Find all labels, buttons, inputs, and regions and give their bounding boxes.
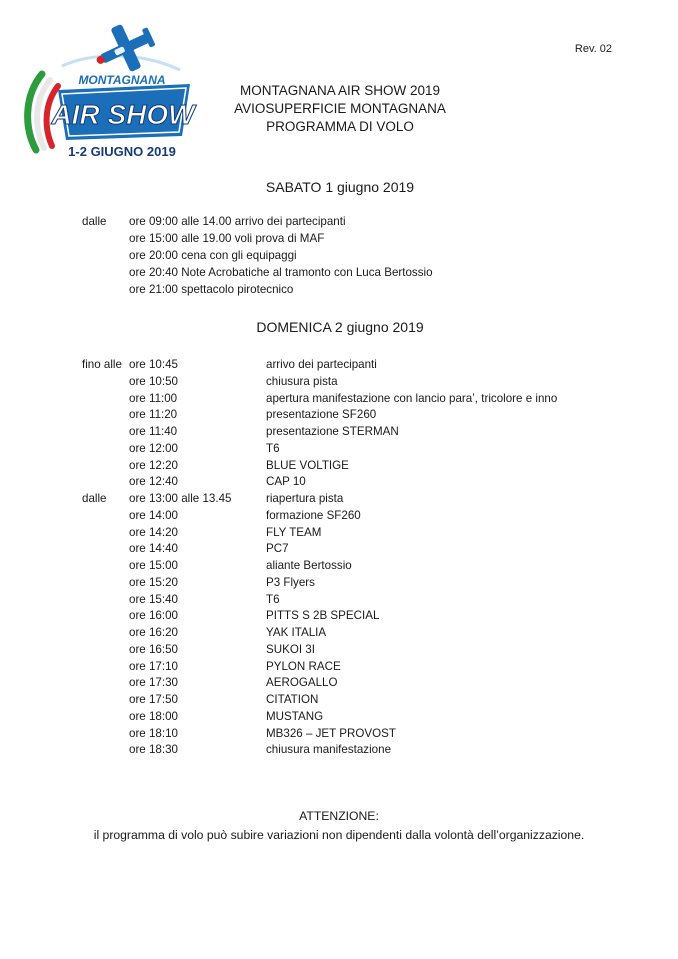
header-line-3: PROGRAMMA DI VOLO: [266, 119, 414, 134]
row-event: SUKOI 3I: [266, 642, 315, 656]
row-event: PYLON RACE: [266, 659, 341, 673]
row-time: ore 14:20: [129, 525, 178, 539]
row-prefix: dalle: [82, 492, 107, 505]
row-time: ore 11:40: [129, 425, 178, 438]
row-event: apertura manifestazione con lancio para’, tricolore e inno: [266, 391, 558, 405]
row-time: ore 14:40: [129, 542, 178, 556]
logo-line3: 1-2 GIUGNO 2019: [68, 144, 176, 159]
row-prefix: dalle: [82, 215, 107, 228]
notice: [0, 807, 678, 845]
document-header: [200, 82, 480, 136]
row-time: ore 18:10: [129, 726, 178, 740]
logo-line1: MONTAGNANA: [78, 73, 166, 87]
notice-text: il programma di volo può subire variazioni non dipendenti dalla volontà dell’organizzazione.: [93, 828, 585, 842]
row-text: ore 15:00 alle 19.00 voli prova di MAF: [129, 232, 325, 245]
row-time: ore 18:00: [129, 709, 178, 723]
row-time: ore 17:50: [129, 693, 178, 706]
notice-title: ATTENZIONE:: [299, 809, 379, 823]
row-time: ore 16:50: [129, 642, 178, 656]
row-event: P3 Flyers: [266, 575, 315, 589]
row-time: ore 15:20: [129, 575, 178, 589]
row-time: ore 10:45: [129, 358, 178, 371]
row-time: ore 14:00: [129, 508, 178, 522]
row-event: AEROGALLO: [266, 676, 338, 690]
row-time: ore 12:20: [129, 458, 178, 472]
row-text: ore 21:00 spettacolo pirotecnico: [129, 283, 294, 296]
air-show-logo: [22, 18, 200, 176]
row-event: chiusura pista: [266, 374, 338, 388]
row-time: ore 15:00: [129, 559, 178, 572]
row-time: ore 17:30: [129, 676, 178, 690]
row-event: MB326 – JET PROVOST: [266, 726, 396, 740]
row-event: T6: [266, 592, 280, 606]
row-event: CITATION: [266, 693, 319, 706]
row-time: ore 11:20: [129, 408, 178, 422]
row-text: ore 20:00 cena con gli equipaggi: [129, 249, 297, 262]
row-time: ore 17:10: [129, 659, 178, 673]
row-event: PC7: [266, 542, 289, 556]
row-event: aliante Bertossio: [266, 559, 352, 572]
sunday-title: DOMENICA 2 giugno 2019: [256, 319, 424, 335]
row-event: T6: [266, 441, 280, 455]
row-event: PITTS S 2B SPECIAL: [266, 609, 380, 623]
row-event: CAP 10: [266, 475, 306, 489]
row-time: ore 13:00 alle 13.45: [129, 492, 232, 505]
air-show-logo-graphic: [22, 18, 200, 176]
row-event: MUSTANG: [266, 709, 324, 723]
row-time: ore 15:40: [129, 592, 178, 606]
row-text: ore 09:00 alle 14.00 arrivo dei partecipanti: [129, 215, 346, 228]
row-text: ore 20:40 Note Acrobatiche al tramonto con Luca Bertossio: [129, 266, 433, 279]
logo-line2: AIR SHOW: [51, 99, 195, 130]
row-time: ore 16:00: [129, 609, 178, 623]
row-event: formazione SF260: [266, 508, 361, 522]
row-time: ore 18:30: [129, 743, 178, 757]
row-event: FLY TEAM: [266, 525, 322, 539]
row-event: YAK ITALIA: [266, 626, 327, 639]
row-time: ore 10:50: [129, 374, 178, 388]
header-line-1: MONTAGNANA AIR SHOW 2019: [239, 83, 441, 98]
row-event: chiusura manifestazione: [266, 743, 392, 757]
revision-label: Rev. 02: [574, 43, 612, 55]
row-time: ore 12:00: [129, 441, 178, 455]
row-time: ore 11:00: [129, 391, 178, 405]
row-event: arrivo dei partecipanti: [266, 358, 377, 371]
row-prefix: fino alle: [82, 358, 122, 371]
saturday-title: SABATO 1 giugno 2019: [265, 179, 415, 195]
row-time: ore 16:20: [129, 626, 178, 639]
row-event: presentazione STERMAN: [266, 425, 399, 438]
row-time: ore 12:40: [129, 475, 178, 489]
header-line-2: AVIOSUPERFICIE MONTAGNANA: [234, 101, 446, 116]
row-event: riapertura pista: [266, 492, 344, 505]
row-event: presentazione SF260: [266, 408, 377, 422]
row-event: BLUE VOLTIGE: [266, 458, 349, 472]
